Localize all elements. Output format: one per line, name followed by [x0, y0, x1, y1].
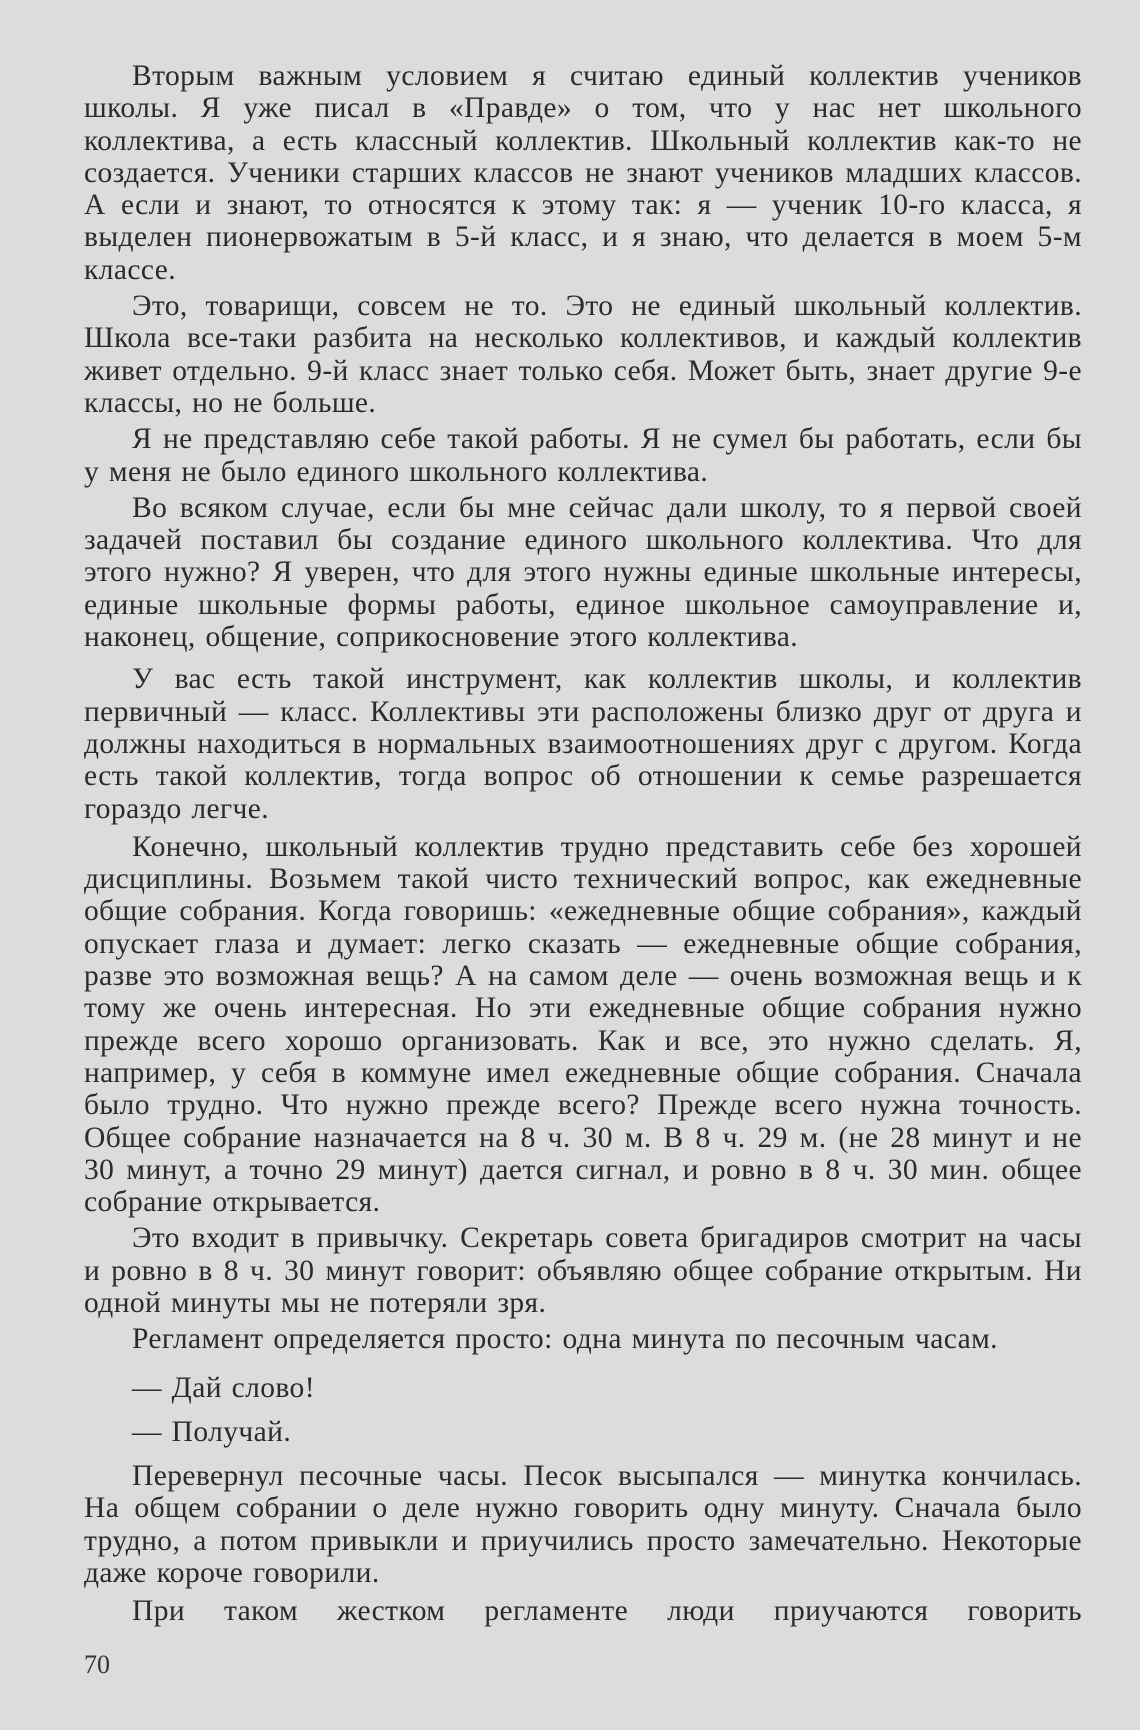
paragraph: Регламент определяется просто: одна минута по песочным часам. [132, 1323, 998, 1356]
paragraph: У вас есть такой инструмент, как коллектив школы, и коллектив первичный — класс. Коллективы эти расположены близко друг от друга и должны находиться в нормальных взаимоотношениях друг с другом. Когда есть такой коллектив, тогда вопрос об отношении к семье разрешается гораздо легче. [84, 663, 1082, 825]
paragraph: Перевернул песочные часы. Песок высыпался — минутка кончилась. На общем собрании о деле нужно говорить одну минуту. Сначала было трудно, а потом привыкли и приучились просто замечательно. Некоторые даже короче говорили. [84, 1460, 1082, 1590]
page-number: 70 [84, 1650, 110, 1679]
page-text [84, 60, 1082, 1700]
dialogue-line: — Получай. [132, 1415, 292, 1448]
paragraph: Это, товарищи, совсем не то. Это не единый школьный коллектив. Школа все-таки разбита на несколько коллективов, и каждый коллектив живет отдельно. 9-й класс знает только себя. Может быть, знает другие 9-е классы, но не больше. [84, 290, 1082, 419]
dialogue-line: — Дай слово! [132, 1371, 315, 1404]
paragraph: Это входит в привычку. Секретарь совета бригадиров смотрит на часы и ровно в 8 ч. 30 минут говорит: объявляю общее собрание открытым. Ни одной минуты мы не потеряли зря. [84, 1222, 1082, 1319]
paragraph: Конечно, школьный коллектив трудно представить себе без хорошей дисциплины. Возьмем такой чисто технический вопрос, как ежедневные общие собрания. Когда говоришь: «ежедневные общие собрания», каждый опускает глаза и думает: легко сказать — ежедневные общие собрания, разве это возможная вещь? А на самом деле — очень возможная вещь и к тому же очень интересная. Но эти ежедневные общие собрания нужно прежде всего хорошо организовать. Как и все, это нужно сделать. Я, например, у себя в коммуне имел ежедневные общие собрания. Сначала было трудно. Что нужно прежде всего? Прежде всего нужна точность. Общее собрание назначается на 8 ч. 30 м. В 8 ч. 29 м. (не 28 минут и не 30 минут, а точно 29 минут) дается сигнал, и ровно в 8 ч. 30 мин. общее собрание открывается. [84, 830, 1082, 1219]
paragraph: Вторым важным условием я считаю единый коллектив учеников школы. Я уже писал в «Правде» о том, что у нас нет школьного коллектива, а есть классный коллектив. Школьный коллектив как-то не создается. Ученики старших классов не знают учеников младших классов. А если и знают, то относятся к этому так: я — ученик 10-го класса, я выделен пионервожатым в 5-й класс, и я знаю, что делается в моем 5-м классе. [84, 60, 1082, 286]
paragraph: Я не представляю себе такой работы. Я не сумел бы работать, если бы у меня не было единого школьного коллектива. [84, 423, 1082, 488]
paragraph: Во всяком случае, если бы мне сейчас дали школу, то я первой своей задачей поставил бы создание единого школьного коллектива. Что для этого нужно? Я уверен, что для этого нужны единые школьные интересы, единые школьные формы работы, единое школьное самоуправление и, наконец, общение, соприкосновение этого коллектива. [84, 491, 1082, 654]
paragraph: При таком жестком регламенте люди приучаются говорить [132, 1595, 1082, 1628]
